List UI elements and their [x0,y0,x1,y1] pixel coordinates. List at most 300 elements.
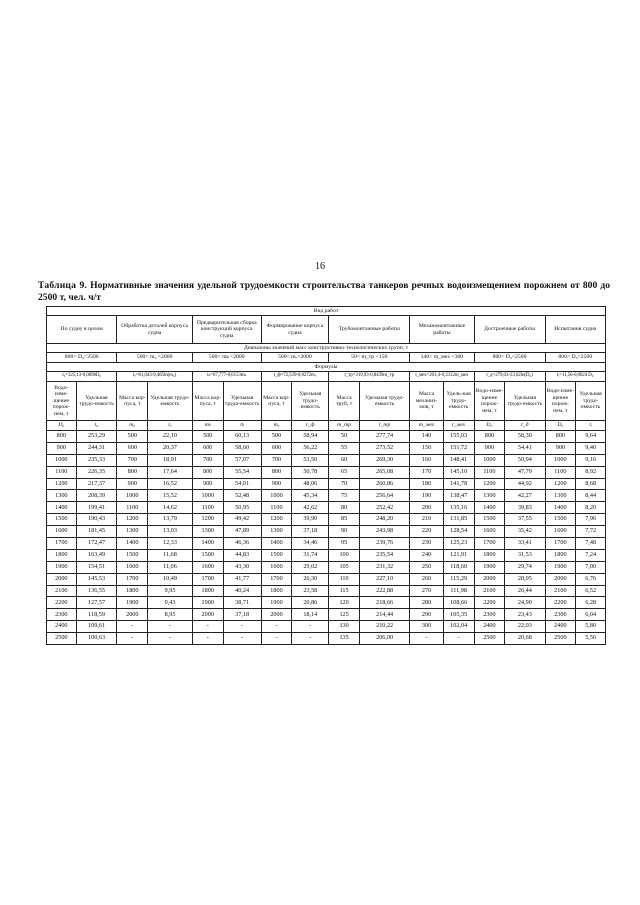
table-cell: 1900 [192,597,223,609]
column-header: Удельная трудо-емкость [292,382,329,421]
labor-intensity-table [46,306,606,645]
table-cell: 1100 [117,502,148,514]
table-cell: 1600 [474,526,505,538]
table-cell: 50,94 [505,454,545,466]
table-cell: 12,33 [148,538,193,550]
table-cell: 105,35 [443,609,474,621]
work-group-header: Достроечные работы [474,316,545,344]
table-cell: 235,33 [76,454,117,466]
table-cell: 6,28 [576,597,606,609]
table-cell: 90 [329,526,360,538]
table-row [47,502,606,514]
work-group-header: Механомонтажные работы [410,316,474,344]
table-cell: 141,78 [443,478,474,490]
table-cell: 70 [329,478,360,490]
table-cell: 220 [410,526,444,538]
work-group-header: По судну в целом [47,316,117,344]
table-cell: 1300 [261,526,292,538]
table-cell: 38,71 [223,597,261,609]
table-cell: 47,79 [505,466,545,478]
table-cell: 240 [410,549,444,561]
table-cell: 199,41 [76,502,117,514]
table-cell: 1700 [192,573,223,585]
table-cell: 140 [410,431,444,443]
table-cell: 1100 [261,502,292,514]
table-cell: 172,47 [76,538,117,550]
table-cell: 52,48 [223,490,261,502]
table-cell: 18,14 [292,609,329,621]
table-cell: 80 [329,502,360,514]
table-cell: 217,37 [76,478,117,490]
table-cell: 138,47 [443,490,474,502]
table-cell: 105 [329,561,360,573]
table-cell: 9,64 [576,431,606,443]
table-cell: 1200 [117,514,148,526]
table-cell: 1800 [474,549,505,561]
column-symbol: D₀ [474,421,505,431]
table-cell: 102,04 [443,621,474,633]
table-cell: 226,35 [76,466,117,478]
table-cell: 50 [329,431,360,443]
table-row [47,490,606,502]
table-cell: 42,27 [505,490,545,502]
table-cell: 136,55 [76,585,117,597]
table-cell: 1700 [117,573,148,585]
column-header: Водо-изме-щение порож-нем, т [474,382,505,421]
table-cell: - [410,633,444,645]
table-cell: 900 [261,478,292,490]
table-cell: 256,64 [359,490,409,502]
table-cell: 128,54 [443,526,474,538]
table-cell: 115,29 [443,573,474,585]
table-cell: 1300 [117,526,148,538]
column-symbol: t_тр [359,421,409,431]
table-cell: 2100 [545,585,576,597]
table-cell: 2500 [545,633,576,645]
table-cell: 190 [410,490,444,502]
table-cell: 235,54 [359,549,409,561]
table-cell: 57,07 [223,454,261,466]
table-cell: 111,98 [443,585,474,597]
table-cell: 8,95 [148,609,193,621]
table-cell: 1100 [47,466,77,478]
table-cell: 300 [410,621,444,633]
table-cell: 9,40 [576,442,606,454]
table-cell: - [223,633,261,645]
table-row [47,573,606,585]
caption-label: Таблица 9. [38,280,88,291]
table-cell: 2000 [545,573,576,585]
table-cell: 1800 [117,585,148,597]
table-cell: 1800 [261,585,292,597]
table-cell: 20,37 [148,442,193,454]
table-cell: 1500 [474,514,505,526]
mass-range-cell: 500< mₖ <2000 [192,353,261,363]
column-header: Удельная трудо-емкость [505,382,545,421]
formula-cell: t_д=279,03-33,02ln(D₀) [474,372,545,382]
table-cell: 85 [329,514,360,526]
mass-range-cell: 140< m_мех <300 [410,353,474,363]
table-cell: 7,00 [576,561,606,573]
table-cell: 227,10 [359,573,409,585]
table-cell: 23,58 [292,585,329,597]
table-row [47,454,606,466]
table-cell: 1000 [261,490,292,502]
table-cell: 150 [410,442,444,454]
caption-text: Нормативные значения удельной трудоемкости строительства танкеров речных водоизмещением порожнем от 800 до 2500 т, чел. ч/т [38,280,611,303]
table-cell: 109,61 [76,621,117,633]
table-cell: 190,43 [76,514,117,526]
table-cell: 127,57 [76,597,117,609]
table-cell: 1800 [545,549,576,561]
table-cell: 270 [410,585,444,597]
table-cell: 95 [329,538,360,550]
table-cell: 800 [47,431,77,443]
table-cell: 58,60 [223,442,261,454]
table-cell: 22,03 [505,621,545,633]
column-symbol: D₀ [545,421,576,431]
mass-range-cell: 500< m₀ <2000 [117,353,192,363]
table-row [47,526,606,538]
formula-cell: tₒ=81,043-9,485ln(m₀) [117,372,192,382]
table-cell: 1900 [47,561,77,573]
table-cell: 16,52 [148,478,193,490]
table-cell: 2300 [47,609,77,621]
table-cell: 1900 [545,561,576,573]
table-cell: 55 [329,442,360,454]
table-cell: 50,95 [223,502,261,514]
table-cell: 125,23 [443,538,474,550]
table-cell: 55,54 [223,466,261,478]
table-cell: 7,24 [576,549,606,561]
table-cell: 145,10 [443,466,474,478]
table-cell: 269,30 [359,454,409,466]
work-group-header: Предварительная сборка конструкций корпуса судна [192,316,261,344]
table-cell: 1300 [47,490,77,502]
column-header: Водо-изме-щение порож-нем, т [545,382,576,421]
table-cell: 155,03 [443,431,474,443]
table-cell: 54,41 [505,442,545,454]
table-row [47,431,606,443]
table-cell: 43,30 [223,561,261,573]
table-cell: 1400 [47,502,77,514]
column-symbol: m_мех [410,421,444,431]
table-cell: 2500 [47,633,77,645]
table-cell: - [117,633,148,645]
table-cell: 14,62 [148,502,193,514]
table-cell: 1900 [261,597,292,609]
table-cell: 231,32 [359,561,409,573]
column-header: Удельная трудо-емкость [76,382,117,421]
table-cell: 170 [410,466,444,478]
table-cell: 1100 [192,502,223,514]
table-cell: 700 [117,454,148,466]
table-cell: 1500 [192,549,223,561]
formula-cell: tₖ=67,777-0,0153mₖ [192,372,261,382]
table-cell: 135,16 [443,502,474,514]
work-group-header: Трубомонтажные работы [329,316,410,344]
table-cell: 10,49 [148,573,193,585]
table-cell: 18,91 [148,454,193,466]
table-cell: 9,95 [148,585,193,597]
table-cell: 1200 [47,478,77,490]
table-cell: 9,16 [576,454,606,466]
table-cell: 154,51 [76,561,117,573]
table-cell: 160 [410,454,444,466]
table-cell: 2000 [474,573,505,585]
column-symbol: m_тр [329,421,360,431]
table-title: Вид работ [47,307,606,316]
table-cell: 6,04 [576,609,606,621]
table-cell: 56,22 [292,442,329,454]
table-cell: 1800 [47,549,77,561]
table-cell: 45,34 [292,490,329,502]
table-cell: 58,94 [292,431,329,443]
table-cell: 33,41 [505,538,545,550]
work-group-header: Формирование корпуса судна [261,316,329,344]
table-cell: 1600 [47,526,77,538]
table-cell: 8,68 [576,478,606,490]
table-cell: 46,36 [223,538,261,550]
table-cell: 1500 [47,514,77,526]
table-cell: 8,92 [576,466,606,478]
table-cell: 100 [329,549,360,561]
table-cell: 2500 [474,633,505,645]
column-header: Удель-ная трудо-емкость [443,382,474,421]
column-symbol: t_ф [292,421,329,431]
table-cell: 2100 [474,585,505,597]
table-cell: 17,64 [148,466,193,478]
table-cell: 900 [474,442,505,454]
table-row [47,466,606,478]
table-cell: 2200 [47,597,77,609]
table-cell: 1500 [117,549,148,561]
table-cell: 20,86 [292,597,329,609]
table-cell: 1100 [474,466,505,478]
formula-cell: t_ф=72,539-0,0272mₒ [261,372,329,382]
table-cell: 110 [329,573,360,585]
column-symbol: t_д [505,421,545,431]
table-cell: 252,42 [359,502,409,514]
table-cell: - [223,621,261,633]
table-cell: 39,83 [505,502,545,514]
table-cell: 1000 [47,454,77,466]
table-cell: 1000 [474,454,505,466]
column-header: Масса кор-пуса, т [192,382,223,421]
table-cell: 253,29 [76,431,117,443]
table-cell: 120 [329,597,360,609]
table-cell: 222,88 [359,585,409,597]
table-cell: 260 [410,573,444,585]
column-header: Удельная трудо-емкость [223,382,261,421]
table-cell: 248,20 [359,514,409,526]
table-cell: 163,49 [76,549,117,561]
table-cell: 600 [261,442,292,454]
table-cell: 49,42 [223,514,261,526]
table-cell: 1600 [192,561,223,573]
table-cell: 40,24 [223,585,261,597]
formula-cell: t_тр=319,93-0,8439m_тр [329,372,410,382]
table-cell: 54,01 [223,478,261,490]
table-cell: 26,30 [292,573,329,585]
table-cell: 1800 [192,585,223,597]
table-cell: 1700 [545,538,576,550]
table-row [47,561,606,573]
table-cell: 1400 [117,538,148,550]
table-cell: 1300 [474,490,505,502]
table-cell: 121,91 [443,549,474,561]
table-cell: 277,74 [359,431,409,443]
table-cell: 60 [329,454,360,466]
table-cell: 2200 [474,597,505,609]
table-cell: 1500 [545,514,576,526]
table-cell: 500 [117,431,148,443]
table-cell: 118,59 [76,609,117,621]
table-cell: 145,53 [76,573,117,585]
page-number: 16 [315,261,325,272]
table-cell: 100,63 [76,633,117,645]
table-cell: 2300 [474,609,505,621]
table-cell: 23,43 [505,609,545,621]
work-group-header: Испытания судна [545,316,606,344]
table-cell: - [261,621,292,633]
table-cell: 11,06 [148,561,193,573]
table-cell: 500 [261,431,292,443]
mass-range-cell: 800< D₀<2500 [47,353,117,363]
table-cell: 800 [192,466,223,478]
table-row [47,585,606,597]
table-cell: 41,77 [223,573,261,585]
table-cell: 1300 [192,526,223,538]
table-cell: 58,30 [505,431,545,443]
table-cell: 29,74 [505,561,545,573]
table-cell: 34,46 [292,538,329,550]
table-cell: - [443,633,474,645]
table-cell: 1400 [192,538,223,550]
formula-cell: t_мех=201,4-0,3312m_мех [410,372,474,382]
table-cell: 273,52 [359,442,409,454]
table-cell: 135 [329,633,360,645]
table-cell: 151,72 [443,442,474,454]
table-cell: 1700 [47,538,77,550]
table-cell: - [148,633,193,645]
table-cell: 1600 [117,561,148,573]
table-cell: 1400 [474,502,505,514]
table-cell: 265,08 [359,466,409,478]
table-cell: 1000 [117,490,148,502]
column-header: Водо-изме-щение порож-нем, т [47,382,77,421]
table-cell: 50,78 [292,466,329,478]
table-cell: 2400 [47,621,77,633]
table-cell: 108,66 [443,597,474,609]
table-cell: 8,20 [576,502,606,514]
table-cell: 39,90 [292,514,329,526]
column-header: Удельная трудо-емкость [148,382,193,421]
table-cell: 200 [410,502,444,514]
table-cell: 13,79 [148,514,193,526]
column-symbol: tₒ [148,421,193,431]
table-cell: - [192,621,223,633]
table-cell: 250 [410,561,444,573]
table-cell: 800 [117,466,148,478]
table-cell: 218,66 [359,597,409,609]
formula-cell: tᵢ=11,56-0,0024 D₀ [545,372,606,382]
table-cell: 35,42 [505,526,545,538]
column-header: Масса механиз-мов, т [410,382,444,421]
table-cell: 1600 [545,526,576,538]
table-row [47,442,606,454]
table-cell: 115 [329,585,360,597]
table-cell: 1000 [545,454,576,466]
table-cell: 2000 [47,573,77,585]
column-symbol: t₀ [76,421,117,431]
table-cell: 5,56 [576,633,606,645]
table-cell: 6,52 [576,585,606,597]
table-cell: 239,76 [359,538,409,550]
table-cell: 44,92 [505,478,545,490]
table-cell: 260,86 [359,478,409,490]
table-cell: 22,10 [148,431,193,443]
table-caption [38,280,610,304]
table-cell: 9,43 [148,597,193,609]
table-cell: 1700 [474,538,505,550]
table-cell: 900 [117,478,148,490]
table-cell: 7,96 [576,514,606,526]
table-cell: 37,18 [292,526,329,538]
table-row [47,478,606,490]
table-cell: 800 [474,431,505,443]
table-cell: 42,62 [292,502,329,514]
table-cell: 2000 [261,609,292,621]
table-cell: - [148,621,193,633]
table-cell: 1100 [545,466,576,478]
table-cell: 28,05 [505,573,545,585]
table-cell: 244,31 [76,442,117,454]
table-cell: 7,72 [576,526,606,538]
table-cell: 47,89 [223,526,261,538]
table-cell: 280 [410,597,444,609]
table-cell: 13,03 [148,526,193,538]
table-cell: 180 [410,478,444,490]
table-cell: 26,44 [505,585,545,597]
table-cell: 1200 [545,478,576,490]
table-cell: 2400 [474,621,505,633]
formula-cell: t₀=325,13-0,0898D₀ [47,372,117,382]
table-cell: 11,68 [148,549,193,561]
column-symbol: D₀ [47,421,77,431]
table-cell: - [292,621,329,633]
table-cell: 210 [410,514,444,526]
table-cell: 1700 [261,573,292,585]
column-header: Удельная трудо-емкость [359,382,409,421]
table-cell: 8,44 [576,490,606,502]
table-cell: 37,55 [505,514,545,526]
table-row [47,633,606,645]
column-header: Масса кор-пуса, т [261,382,292,421]
table-row [47,609,606,621]
table-cell: 2000 [117,609,148,621]
table-cell: 230 [410,538,444,550]
table-cell: 900 [47,442,77,454]
table-cell: 210,22 [359,621,409,633]
mass-range-cell: 800< D₀<2500 [474,353,545,363]
table-row [47,597,606,609]
table-cell: 118,60 [443,561,474,573]
table-row [47,538,606,550]
column-symbol: mₒ [261,421,292,431]
table-cell: 1300 [545,490,576,502]
table-cell: 53,50 [292,454,329,466]
